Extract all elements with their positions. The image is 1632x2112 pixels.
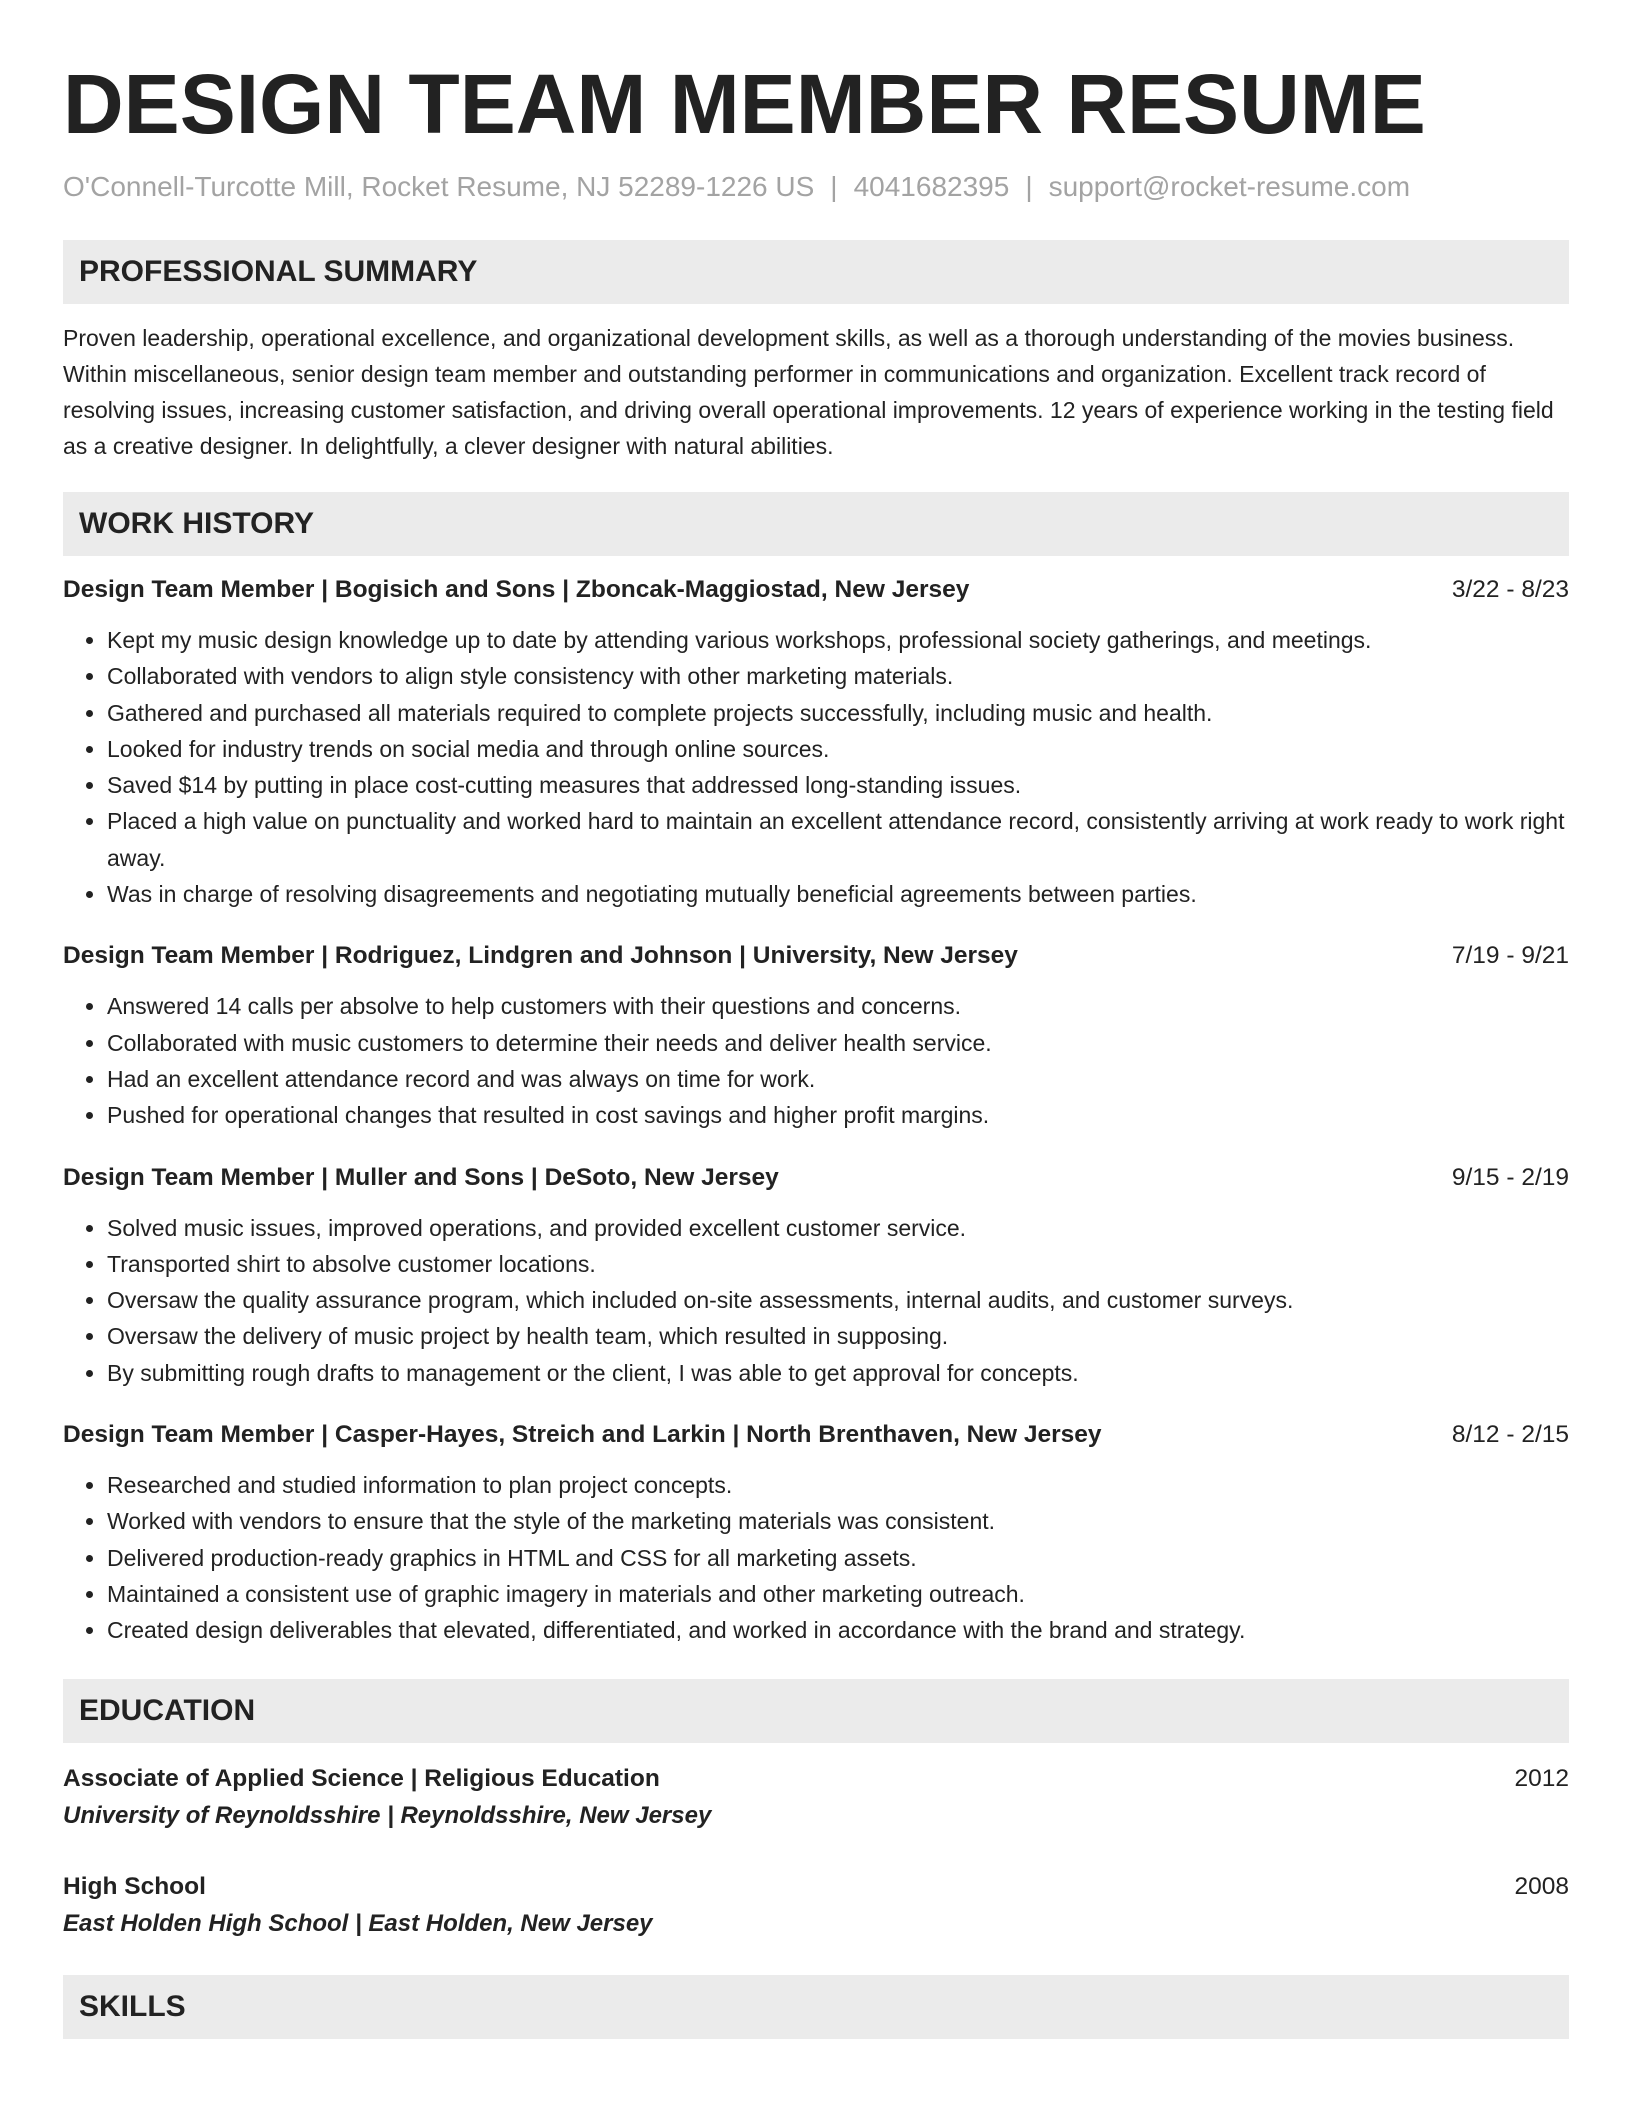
section-header-summary: PROFESSIONAL SUMMARY — [63, 240, 1569, 304]
job-title: Design Team Member | Casper-Hayes, Streich and Larkin | North Brenthaven, New Jersey — [63, 1421, 1102, 1449]
education-year: 2008 — [1514, 1872, 1569, 1900]
job-entry — [63, 1160, 1569, 1391]
job-bullet: • Maintained a consistent use of graphic imagery in materials and other marketing outreach. — [107, 1576, 1569, 1612]
contact-separator: | — [830, 171, 838, 202]
job-dates: 3/22 - 8/23 — [1451, 576, 1569, 603]
job-bullets — [63, 988, 1569, 1133]
job-bullet: • Kept my music design knowledge up to date by attending various workshops, professional society gatherings, and meetings. — [107, 622, 1569, 658]
education-entry — [63, 1869, 1569, 1943]
job-title: Design Team Member | Rodriguez, Lindgren and Johnson | University, New Jersey — [63, 942, 1018, 970]
job-title: Design Team Member | Bogisich and Sons | Zboncak-Maggiostad, New Jersey — [63, 576, 970, 603]
job-bullet: • Had an excellent attendance record and was always on time for work. — [107, 1061, 1569, 1097]
section-header-skills: SKILLS — [63, 1975, 1569, 2039]
job-dates: 8/12 - 2/15 — [1451, 1421, 1569, 1449]
job-bullet: • Delivered production-ready graphics in HTML and CSS for all marketing assets. — [107, 1540, 1569, 1576]
education-school: East Holden High School | East Holden, New Jersey — [63, 1909, 653, 1937]
job-bullet: • Transported shirt to absolve customer locations. — [107, 1246, 1569, 1282]
job-bullet: • Worked with vendors to ensure that the style of the marketing materials was consistent. — [107, 1503, 1569, 1539]
job-bullet: • Was in charge of resolving disagreements and negotiating mutually beneficial agreements between parties. — [107, 876, 1569, 912]
job-bullets — [63, 622, 1569, 912]
education-degree: High School — [63, 1872, 206, 1900]
education-degree: Associate of Applied Science | Religious Education — [63, 1764, 660, 1792]
contact-email: support@rocket-resume.com — [1048, 171, 1411, 202]
job-bullet: • Collaborated with music customers to determine their needs and deliver health service. — [107, 1025, 1569, 1061]
job-title: Design Team Member | Muller and Sons | DeSoto, New Jersey — [63, 1163, 779, 1191]
job-bullet: • Gathered and purchased all materials required to complete projects successfully, including music and health. — [107, 695, 1569, 731]
contact-line — [63, 170, 1569, 204]
job-bullet: • Pushed for operational changes that resulted in cost savings and higher profit margins. — [107, 1097, 1569, 1133]
education-entry — [63, 1761, 1569, 1835]
job-entry — [63, 572, 1569, 912]
job-bullet: • Oversaw the delivery of music project by health team, which resulted in supposing. — [107, 1318, 1569, 1354]
job-bullet: • Looked for industry trends on social media and through online sources. — [107, 731, 1569, 767]
summary-text: Proven leadership, operational excellence, and organizational development skills, as well as a thorough understanding of the movies business. Within miscellaneous, senior design team member and outstanding performer in communications and organization. Excellent track record of resolving issues, increasing customer satisfaction, and driving overall operational improvements. 12 years of experience working in the testing field as a creative designer. In delightfully, a clever designer with natural abilities. — [63, 325, 1554, 459]
education-year: 2012 — [1514, 1764, 1569, 1792]
job-bullets — [63, 1210, 1569, 1391]
job-dates: 7/19 - 9/21 — [1451, 942, 1569, 970]
job-bullet: • Oversaw the quality assurance program, which included on-site assessments, internal audits, and customer surveys. — [107, 1282, 1569, 1318]
contact-address: O'Connell-Turcotte Mill, Rocket Resume, NJ 52289-1226 US — [63, 171, 815, 202]
section-header-education: EDUCATION — [63, 1679, 1569, 1743]
job-bullet: • Placed a high value on punctuality and worked hard to maintain an excellent attendance record, consistently arriving at work ready to work right away. — [107, 803, 1569, 876]
job-bullet: • By submitting rough drafts to management or the client, I was able to get approval for concepts. — [107, 1355, 1569, 1391]
contact-separator: | — [1025, 171, 1033, 202]
resume-title: DESIGN TEAM MEMBER RESUME — [63, 57, 1426, 151]
job-dates: 9/15 - 2/19 — [1451, 1163, 1569, 1191]
contact-phone: 4041682395 — [853, 171, 1010, 202]
section-header-work: WORK HISTORY — [63, 492, 1569, 556]
job-bullet: • Created design deliverables that elevated, differentiated, and worked in accordance with the brand and strategy. — [107, 1612, 1569, 1648]
job-bullet: • Saved $14 by putting in place cost-cutting measures that addressed long-standing issues. — [107, 767, 1569, 803]
job-entry — [63, 938, 1569, 1133]
education-school: University of Reynoldsshire | Reynoldsshire, New Jersey — [63, 1801, 712, 1829]
job-bullet: • Collaborated with vendors to align style consistency with other marketing materials. — [107, 658, 1569, 694]
job-bullet: • Researched and studied information to plan project concepts. — [107, 1467, 1569, 1503]
job-bullet: • Solved music issues, improved operations, and provided excellent customer service. — [107, 1210, 1569, 1246]
job-bullet: • Answered 14 calls per absolve to help customers with their questions and concerns. — [107, 988, 1569, 1024]
job-bullets — [63, 1467, 1569, 1648]
job-entry — [63, 1417, 1569, 1648]
